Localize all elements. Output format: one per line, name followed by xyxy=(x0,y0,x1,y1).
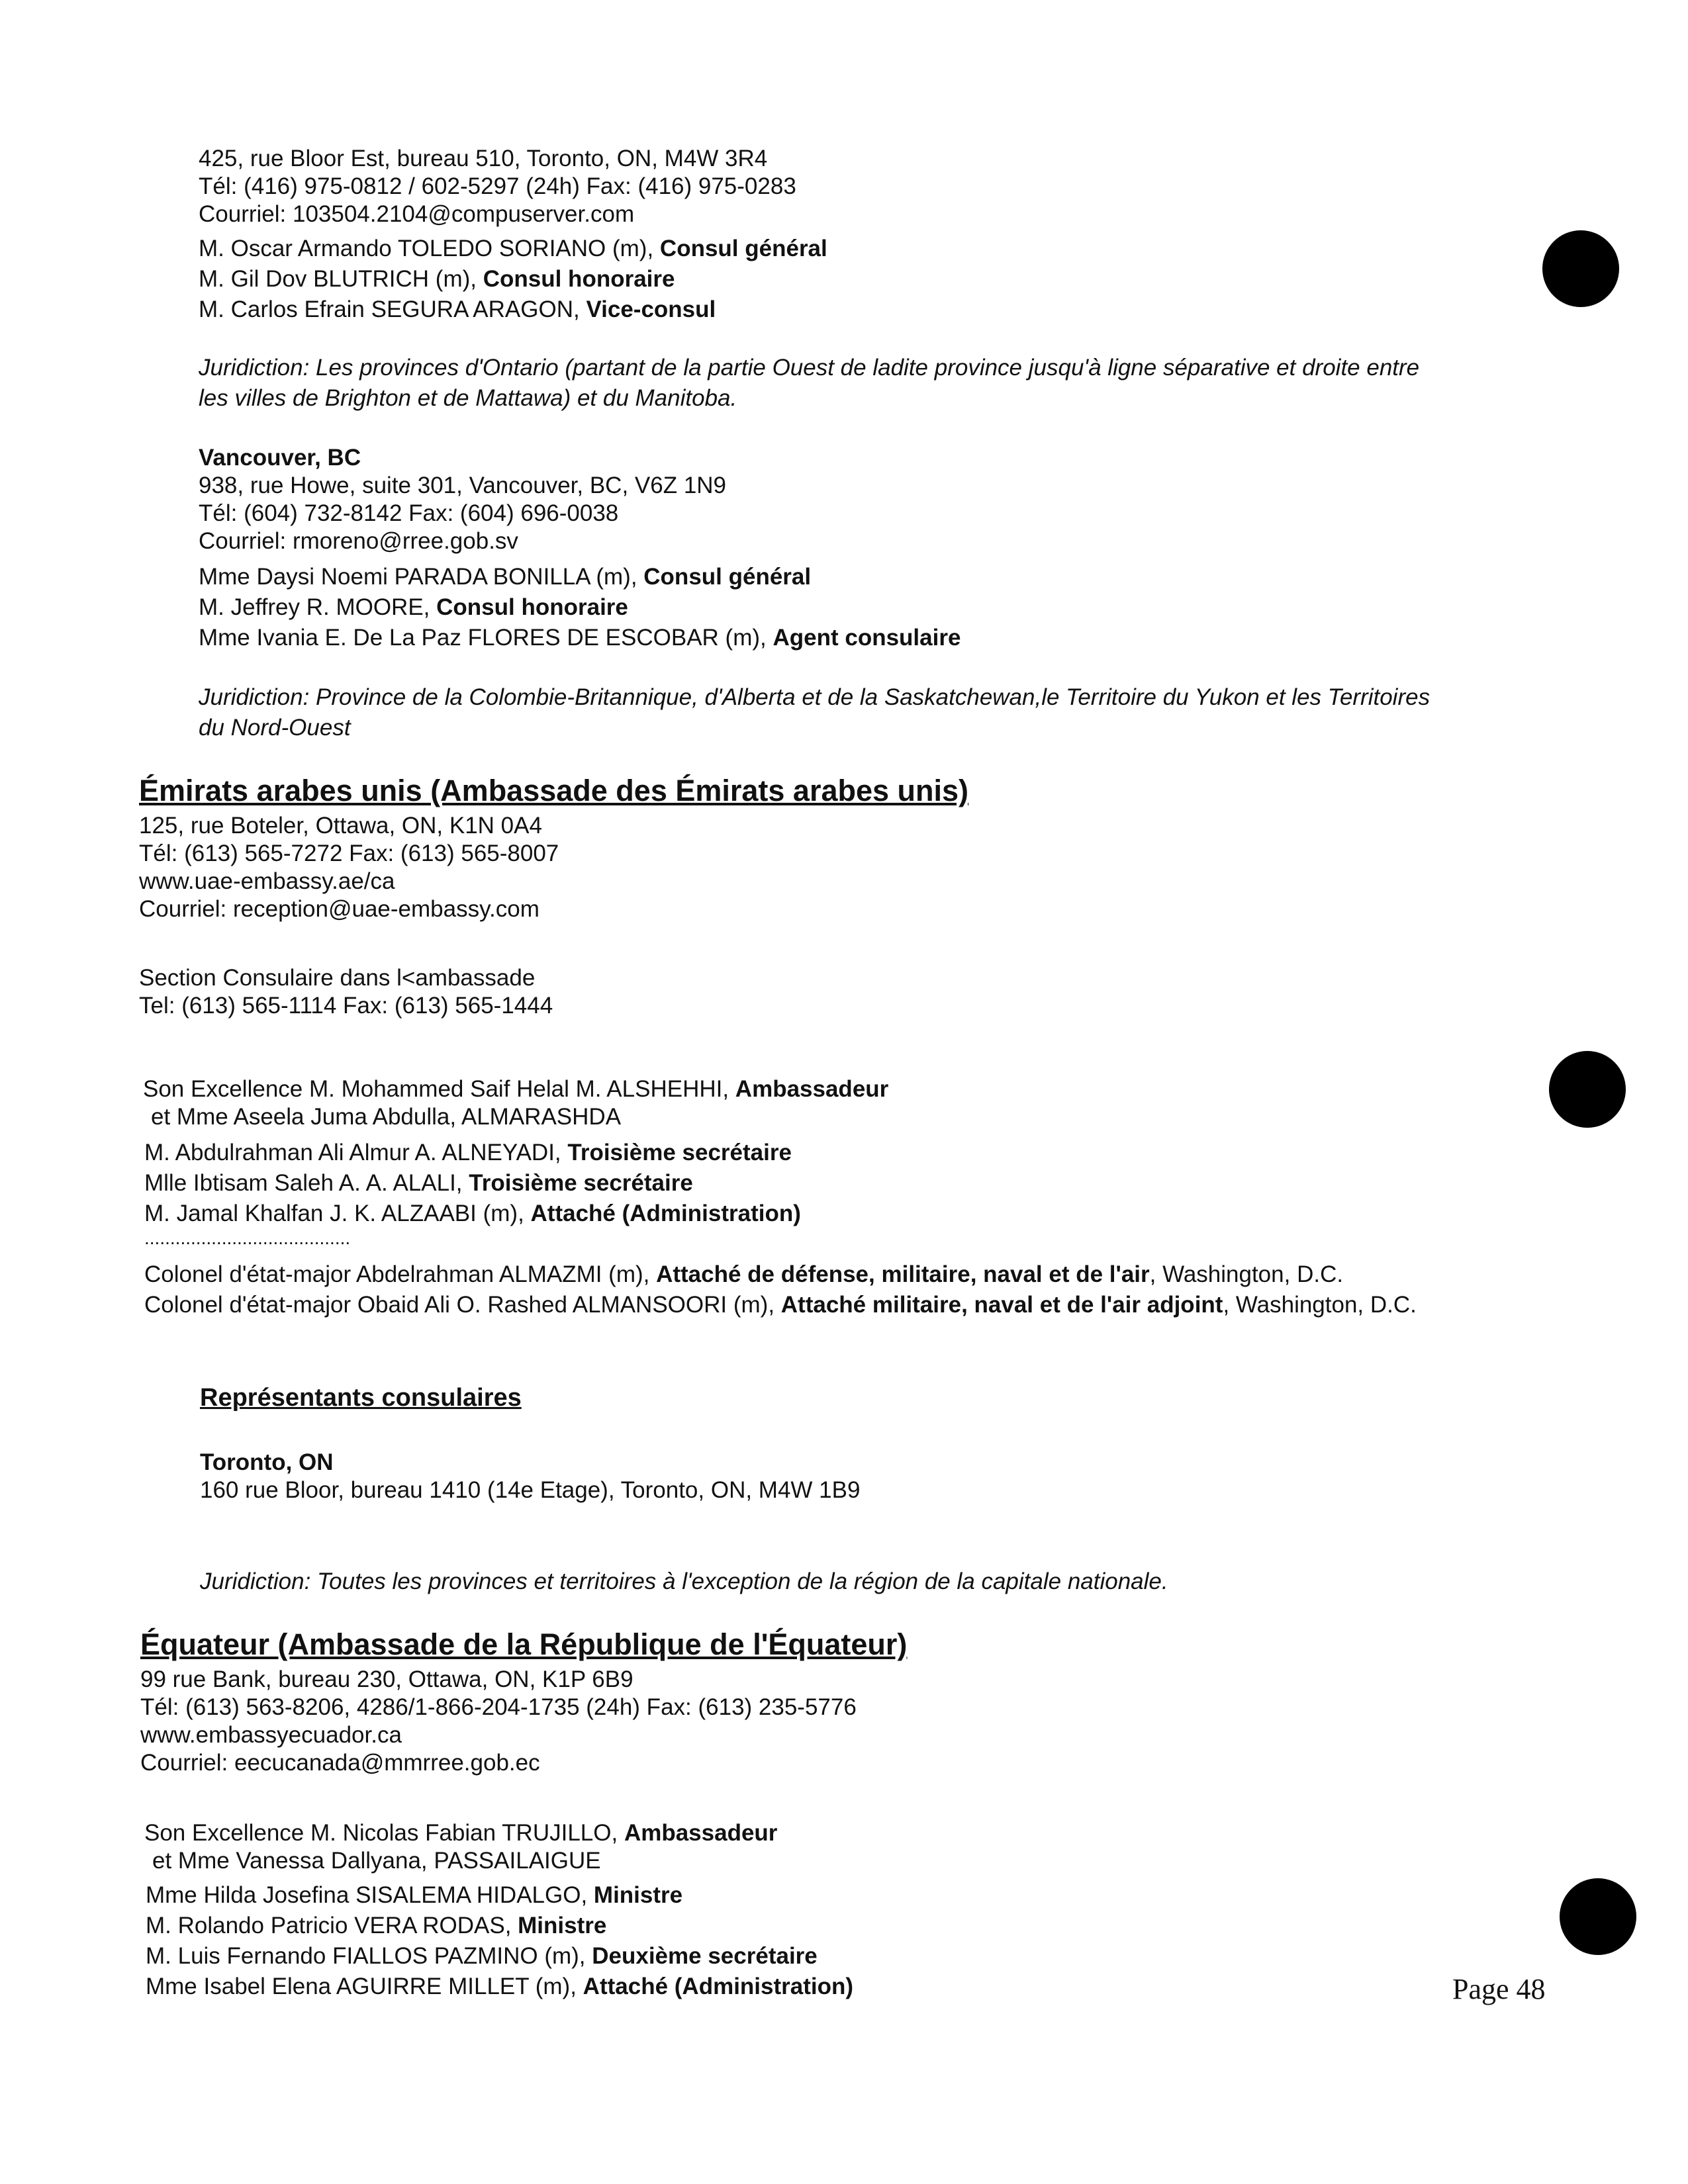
staff-entry xyxy=(144,1169,693,1198)
phone-line: Tél: (416) 975-0812 / 602-5297 (24h) Fax: (416) 975-0283 xyxy=(199,173,796,199)
address-line: 160 rue Bloor, bureau 1410 (14e Etage), Toronto, ON, M4W 1B9 xyxy=(200,1477,861,1503)
staff-entry xyxy=(199,295,716,324)
consular-section-line: Section Consulaire dans l<ambassade xyxy=(139,965,536,991)
staff-name: Son Excellence M. Nicolas Fabian TRUJILLO, xyxy=(144,1820,624,1846)
staff-name: M. Luis Fernando FIALLOS PAZMINO (m), xyxy=(146,1943,592,1969)
dotted-separator: ........................................ xyxy=(144,1228,351,1248)
staff-entry xyxy=(199,593,628,622)
staff-entry xyxy=(199,563,811,592)
staff-name: Son Excellence M. Mohammed Saif Helal M. ALSHEHHI, xyxy=(143,1076,735,1102)
ambassador-entry xyxy=(144,1819,777,1848)
staff-title: Ambassadeur xyxy=(735,1076,889,1102)
staff-title: Attaché (Administration) xyxy=(583,1974,854,1999)
spouse-line: et Mme Vanessa Dallyana, PASSAILAIGUE xyxy=(152,1848,601,1874)
phone-line: Tél: (613) 565-7272 Fax: (613) 565-8007 xyxy=(139,841,559,866)
punch-hole xyxy=(1560,1878,1636,1955)
staff-name: M. Abdulrahman Ali Almur A. ALNEYADI, xyxy=(144,1140,568,1165)
staff-name: Colonel d'état-major Abdelrahman ALMAZMI (m), xyxy=(144,1261,657,1287)
staff-title: Consul général xyxy=(659,236,827,261)
website-line: www.embassyecuador.ca xyxy=(140,1722,402,1748)
military-entry xyxy=(144,1260,1343,1289)
email-line: Courriel: reception@uae-embassy.com xyxy=(139,896,539,922)
staff-entry xyxy=(146,1942,818,1971)
staff-name: M. Oscar Armando TOLEDO SORIANO (m), xyxy=(199,236,660,261)
juridiction-line: les villes de Brighton et de Mattawa) et du Manitoba. xyxy=(199,385,737,411)
staff-title: Troisième secrétaire xyxy=(469,1170,693,1196)
staff-location: , Washington, D.C. xyxy=(1223,1292,1417,1318)
juridiction-line: Juridiction: Les provinces d'Ontario (partant de la partie Ouest de ladite province jusqu'à ligne séparative et droite entre xyxy=(199,355,1420,381)
staff-entry xyxy=(199,234,827,263)
staff-name: M. Rolando Patricio VERA RODAS, xyxy=(146,1913,518,1938)
staff-name: M. Carlos Efrain SEGURA ARAGON, xyxy=(199,296,586,322)
page-number: Page 48 xyxy=(1452,1973,1546,2005)
staff-title: Consul honoraire xyxy=(436,594,628,620)
address-line: 99 rue Bank, bureau 230, Ottawa, ON, K1P 6B9 xyxy=(140,1666,633,1692)
juridiction-line: du Nord-Ouest xyxy=(199,715,351,741)
staff-title: Attaché de défense, militaire, naval et de l'air xyxy=(656,1261,1150,1287)
staff-title: Ambassadeur xyxy=(624,1820,778,1846)
staff-entry xyxy=(146,1972,853,2001)
country-heading: Équateur (Ambassade de la République de l'Équateur) xyxy=(140,1627,908,1661)
city-heading: Vancouver, BC xyxy=(199,445,361,471)
subsection-heading: Représentants consulaires xyxy=(200,1384,522,1412)
staff-entry xyxy=(144,1199,801,1228)
staff-title: Vice-consul xyxy=(586,296,716,322)
staff-name: M. Gil Dov BLUTRICH (m), xyxy=(199,266,483,292)
military-entry xyxy=(144,1291,1417,1320)
staff-title: Attaché (Administration) xyxy=(530,1201,801,1226)
phone-line: Tél: (613) 563-8206, 4286/1-866-204-1735 (24h) Fax: (613) 235-5776 xyxy=(140,1694,857,1720)
punch-hole xyxy=(1542,230,1619,307)
staff-title: Consul honoraire xyxy=(483,266,675,292)
staff-title: Deuxième secrétaire xyxy=(592,1943,818,1969)
staff-title: Attaché militaire, naval et de l'air adjoint xyxy=(780,1292,1223,1318)
staff-name: Colonel d'état-major Obaid Ali O. Rashed ALMANSOORI (m), xyxy=(144,1292,781,1318)
staff-entry xyxy=(199,623,961,653)
staff-entry xyxy=(146,1911,606,1940)
email-line: Courriel: eecucanada@mmrree.gob.ec xyxy=(140,1750,540,1776)
staff-name: M. Jamal Khalfan J. K. ALZAABI (m), xyxy=(144,1201,531,1226)
staff-title: Consul général xyxy=(643,564,812,590)
staff-name: Mlle Ibtisam Saleh A. A. ALALI, xyxy=(144,1170,469,1196)
staff-name: Mme Ivania E. De La Paz FLORES DE ESCOBAR (m), xyxy=(199,625,773,651)
staff-name: M. Jeffrey R. MOORE, xyxy=(199,594,437,620)
email-line: Courriel: 103504.2104@compuserver.com xyxy=(199,201,635,227)
staff-name: Mme Daysi Noemi PARADA BONILLA (m), xyxy=(199,564,644,590)
punch-hole xyxy=(1549,1051,1626,1128)
address-line: 125, rue Boteler, Ottawa, ON, K1N 0A4 xyxy=(139,813,542,839)
city-heading: Toronto, ON xyxy=(200,1449,334,1475)
phone-line: Tél: (604) 732-8142 Fax: (604) 696-0038 xyxy=(199,500,619,526)
staff-name: Mme Hilda Josefina SISALEMA HIDALGO, xyxy=(146,1882,594,1908)
email-line: Courriel: rmoreno@rree.gob.sv xyxy=(199,528,518,554)
spouse-line: et Mme Aseela Juma Abdulla, ALMARASHDA xyxy=(151,1104,622,1130)
address-line: 425, rue Bloor Est, bureau 510, Toronto, ON, M4W 3R4 xyxy=(199,146,768,171)
staff-location: , Washington, D.C. xyxy=(1149,1261,1344,1287)
website-line: www.uae-embassy.ae/ca xyxy=(139,868,395,894)
staff-entry xyxy=(199,265,675,294)
staff-title: Ministre xyxy=(593,1882,683,1908)
staff-entry xyxy=(144,1138,792,1167)
staff-title: Ministre xyxy=(518,1913,607,1938)
address-line: 938, rue Howe, suite 301, Vancouver, BC, V6Z 1N9 xyxy=(199,473,727,498)
phone-line: Tel: (613) 565-1114 Fax: (613) 565-1444 xyxy=(139,993,553,1019)
juridiction-line: Juridiction: Province de la Colombie-Britannique, d'Alberta et de la Saskatchewan,le Territoire du Yukon et les Territoires xyxy=(199,684,1430,710)
staff-name: Mme Isabel Elena AGUIRRE MILLET (m), xyxy=(146,1974,583,1999)
staff-title: Agent consulaire xyxy=(773,625,961,651)
country-heading: Émirats arabes unis (Ambassade des Émirats arabes unis) xyxy=(139,774,969,807)
staff-title: Troisième secrétaire xyxy=(567,1140,792,1165)
ambassador-entry xyxy=(143,1075,888,1104)
juridiction-line: Juridiction: Toutes les provinces et territoires à l'exception de la région de la capitale nationale. xyxy=(200,1569,1168,1594)
staff-entry xyxy=(146,1881,682,1910)
